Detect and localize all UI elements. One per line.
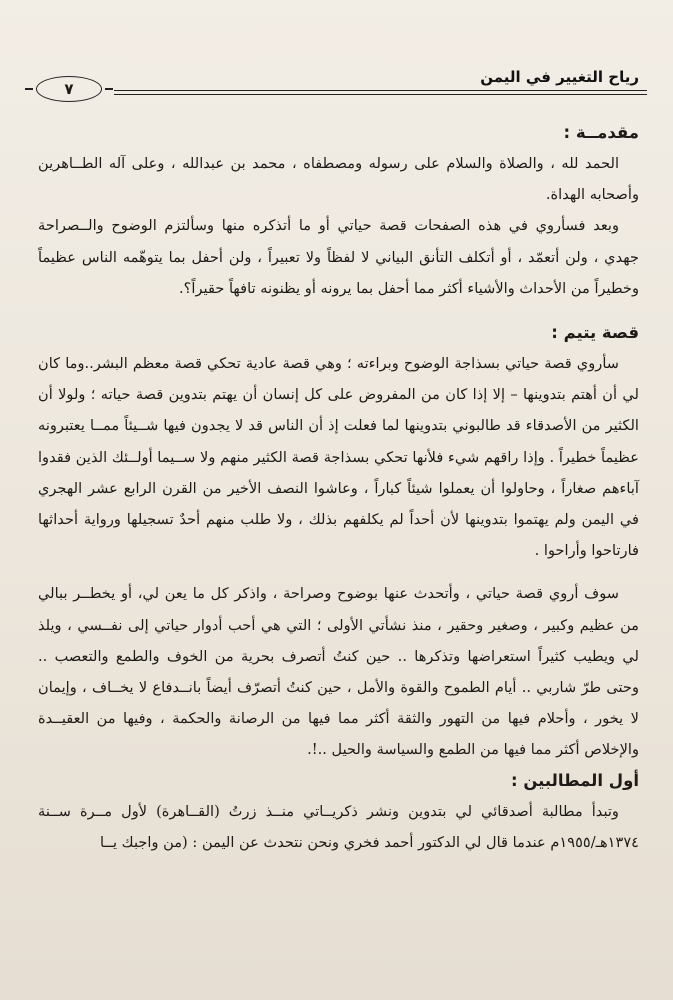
section-heading-first-demands: أول المطالبين :	[510, 770, 639, 790]
page-number: ٧	[36, 76, 102, 102]
paragraph: سوف أروي قصة حياتي ، وأتحدث عنها بوضوح وصراحة ، واذكر كل ما يعن لي، أو يخطــر ببالي من عظيم وكبير ، وصغير وحقير ، منذ نشأتي الأولى ؛ التي هي أحب أدوار حياتي إلى نفــسي ، ويلذ لي ويطيب كثيراً استعراضها وتذكرها .. حين كنتُ أتصرف بحرية من الخوف والطمع والتعصب .. وحتى طرّ شاربي .. أيام الطموح والقوة والأمل ، حين كنتُ أتصرّف أيضاً بانــدفاع لا يخــاف ، وإيمان لا يخور ، وأحلام فيها من التهور والثقة أكثر مما فيها من الرصانة والحكمة ، وفيها من العقيــدة والإخلاص أكثر مما فيها من الطمع والسياسة والحيل ..!.	[38, 585, 639, 759]
paragraph: الحمد لله ، والصلاة والسلام على رسوله ومصطفاه ، محمد بن عبدالله ، وعلى آله الطــاهرين وأصحابه الهداة.	[38, 155, 639, 204]
running-header	[26, 62, 647, 106]
paragraph: سأروي قصة حياتي بسذاجة الوضوح وبراءته ؛ وهي قصة عادية تحكي قصة معظم البشر..وما كان لي أن أهتم بتدوينها – إلا إذا كان من المفروض على كل إنسان أن يهتم بتدوين قصة حياته ؛ ولولا أن الكثير من الأصدقاء قد طالبوني بتدوينها لما فعلت إذ أن الناس قد لا يجدون فيها شــيئاً ممــا يعتبرونه عظيماً خطيراً . وإذا راقهم شيء فلأنها تحكي بسذاجة قصة الكثير منهم ولا ســيما أولــئك الذين فقدوا آباءهم صغاراً ، وحاولوا أن يعملوا شيئاً كباراً ، وعاشوا النصف الأخير من القرن الرابع عشر الهجري في اليمن ولم يهتموا بتدوينها لأن أحداً لم يكلفهم بذلك ، ولا طلب منهم أحدٌ تسجيلها ورواية أحداثها فارتاحوا وأراحوا .	[38, 355, 639, 560]
page-body	[38, 112, 639, 858]
paragraph: وبعد فسأروي في هذه الصفحات قصة حياتي أو ما أتذكره منها وسألتزم الوضوح والــصراحة جهدي ، ولن أتعمّد ، أو أتكلف التأنق البياني لا لفظاً ولا تعبيراً ، ولن أحفل بما يتوهّمه الناس عظيماً وخطيراً من الأحداث والأشياء أكثر مما أحفل بما يرونه أو يظنونه تافهاً حقيراً؟.	[38, 217, 639, 297]
header-rule	[114, 90, 647, 91]
header-rule-thin	[114, 94, 647, 95]
paragraph: وتبدأ مطالبة أصدقائي لي بتدوين ونشر ذكريــاتي منــذ زرتُ (القــاهرة) لأول مــرة ســنة ١٣٧٤هـ/١٩٥٥م عندما قال لي الدكتور أحمد فخري ونحن نتحدث عن اليمن : (من واجبك يــا	[38, 802, 639, 851]
section-heading-intro: مقدمــة :	[563, 123, 639, 142]
section-heading-orphan: قصة يتيم :	[551, 323, 639, 343]
book-title: رياح التغيير في اليمن	[480, 68, 639, 86]
